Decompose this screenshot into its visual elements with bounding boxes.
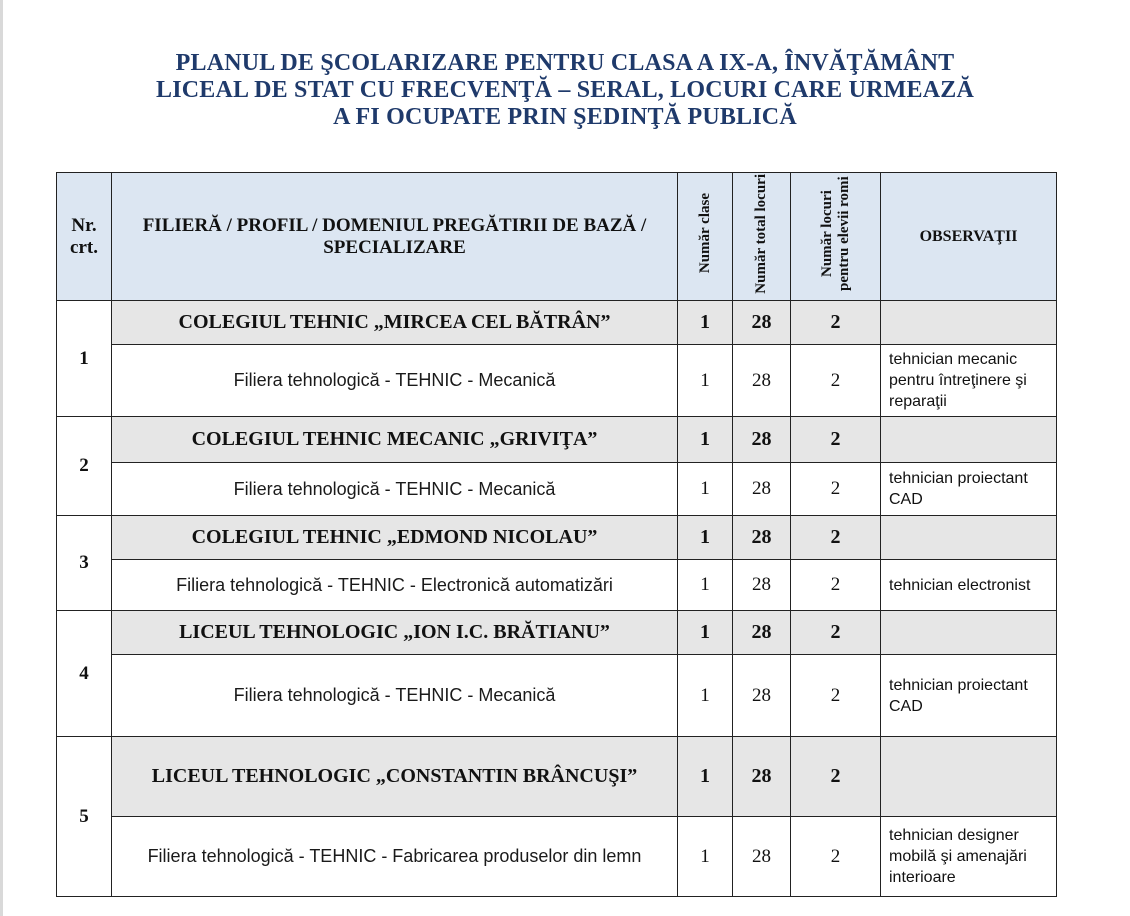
row-number: 3 — [57, 516, 112, 611]
title-line-1: PLANUL DE ŞCOLARIZARE PENTRU CLASA A IX-A, ÎNVĂŢĂMÂNT — [175, 50, 955, 76]
table-row — [57, 817, 1057, 897]
table-row — [57, 560, 1057, 611]
title-line-2: LICEAL DE STAT CU FRECVENŢĂ – SERAL, LOCURI CARE URMEAZĂ — [156, 77, 974, 103]
school-romi: 2 — [791, 417, 881, 463]
spec-romi: 2 — [791, 817, 881, 897]
school-name: COLEGIUL TEHNIC „EDMOND NICOLAU” — [112, 516, 678, 560]
school-romi: 2 — [791, 611, 881, 655]
school-clase: 1 — [678, 516, 733, 560]
school-total: 28 — [733, 301, 791, 345]
table-row — [57, 345, 1057, 417]
spec-obs: tehnician electronist — [881, 560, 1057, 611]
header-locuri-romi: Număr locuri pentru elevii romi — [791, 173, 881, 301]
document-title — [0, 50, 1130, 131]
school-total: 28 — [733, 516, 791, 560]
school-romi: 2 — [791, 301, 881, 345]
school-clase: 1 — [678, 301, 733, 345]
spec-obs: tehnician proiectant CAD — [881, 655, 1057, 737]
school-name: LICEUL TEHNOLOGIC „CONSTANTIN BRÂNCUŞI” — [112, 737, 678, 817]
spec-clase: 1 — [678, 463, 733, 516]
spec-romi: 2 — [791, 463, 881, 516]
header-filiera: FILIERĂ / PROFIL / DOMENIUL PREGĂTIRII DE BAZĂ / SPECIALIZARE — [112, 173, 678, 301]
row-number: 2 — [57, 417, 112, 516]
spec-romi: 2 — [791, 560, 881, 611]
spec-clase: 1 — [678, 560, 733, 611]
school-obs — [881, 516, 1057, 560]
spec-total: 28 — [733, 345, 791, 417]
table-row — [57, 417, 1057, 463]
school-name: COLEGIUL TEHNIC „MIRCEA CEL BĂTRÂN” — [112, 301, 678, 345]
school-total: 28 — [733, 737, 791, 817]
school-total: 28 — [733, 417, 791, 463]
specialization: Filiera tehnologică - TEHNIC - Mecanică — [112, 345, 678, 417]
school-total: 28 — [733, 611, 791, 655]
row-number: 1 — [57, 301, 112, 417]
specialization: Filiera tehnologică - TEHNIC - Fabricarea produselor din lemn — [112, 817, 678, 897]
school-name: LICEUL TEHNOLOGIC „ION I.C. BRĂTIANU” — [112, 611, 678, 655]
page-left-edge — [0, 0, 3, 916]
spec-total: 28 — [733, 560, 791, 611]
row-number: 5 — [57, 737, 112, 897]
spec-total: 28 — [733, 463, 791, 516]
spec-total: 28 — [733, 817, 791, 897]
spec-clase: 1 — [678, 817, 733, 897]
school-romi: 2 — [791, 737, 881, 817]
spec-obs: tehnician proiectant CAD — [881, 463, 1057, 516]
table-row — [57, 655, 1057, 737]
table-row — [57, 737, 1057, 817]
school-romi: 2 — [791, 516, 881, 560]
table-row — [57, 301, 1057, 345]
school-clase: 1 — [678, 417, 733, 463]
enrollment-plan-table — [56, 172, 1057, 897]
specialization: Filiera tehnologică - TEHNIC - Mecanică — [112, 463, 678, 516]
specialization: Filiera tehnologică - TEHNIC - Mecanică — [112, 655, 678, 737]
header-numar-total-locuri: Număr total locuri — [733, 173, 791, 301]
school-clase: 1 — [678, 611, 733, 655]
table-row — [57, 463, 1057, 516]
spec-romi: 2 — [791, 345, 881, 417]
school-obs — [881, 301, 1057, 345]
spec-romi: 2 — [791, 655, 881, 737]
spec-obs: tehnician designer mobilă şi amenajări interioare — [881, 817, 1057, 897]
school-obs — [881, 737, 1057, 817]
header-numar-clase: Număr clase — [678, 173, 733, 301]
table-row — [57, 611, 1057, 655]
school-clase: 1 — [678, 737, 733, 817]
spec-clase: 1 — [678, 345, 733, 417]
school-obs — [881, 611, 1057, 655]
header-observatii: OBSERVAŢII — [881, 173, 1057, 301]
spec-obs: tehnician mecanic pentru întreţinere şi reparaţii — [881, 345, 1057, 417]
school-obs — [881, 417, 1057, 463]
table-header-row — [57, 173, 1057, 301]
school-name: COLEGIUL TEHNIC MECANIC „GRIVIŢA” — [112, 417, 678, 463]
spec-total: 28 — [733, 655, 791, 737]
title-line-3: A FI OCUPATE PRIN ŞEDINŢĂ PUBLICĂ — [333, 104, 797, 130]
header-nr: Nr. crt. — [57, 173, 112, 301]
row-number: 4 — [57, 611, 112, 737]
table-row — [57, 516, 1057, 560]
spec-clase: 1 — [678, 655, 733, 737]
specialization: Filiera tehnologică - TEHNIC - Electronică automatizări — [112, 560, 678, 611]
